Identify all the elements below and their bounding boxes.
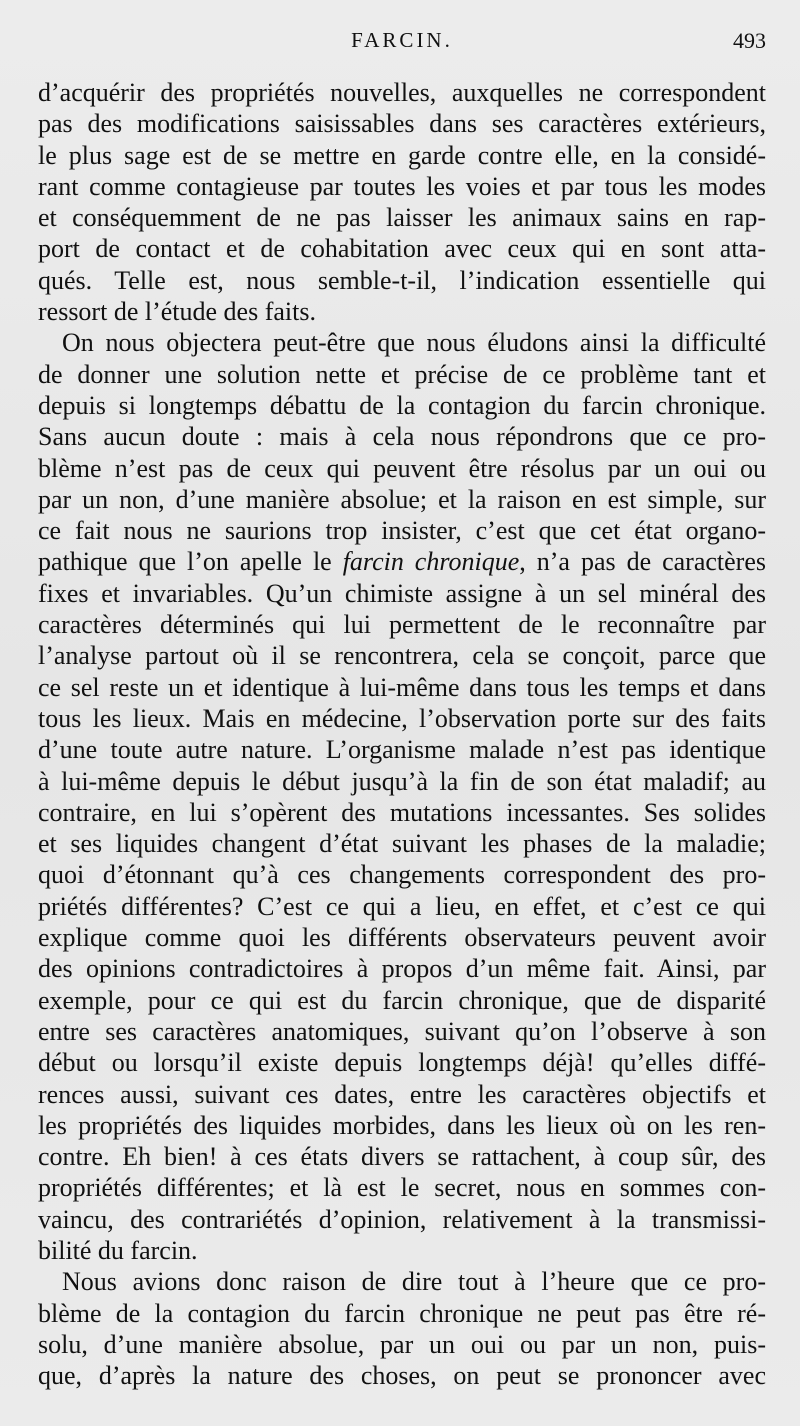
text-line: par un non, d’une manière absolue; et la raison en est simple, sur (38, 484, 766, 514)
text-line: pas des modifications saisissables dans ses caractères extérieurs, (38, 109, 766, 139)
text-line: Nous avions donc raison de dire tout à l’heure que ce pro- (62, 1267, 766, 1297)
text-line: quoi d’étonnant qu’à ces changements correspondent des pro- (38, 860, 766, 890)
text-line: ce sel reste un et identique à lui-même dans tous les temps et dans (38, 672, 766, 702)
text-line: à lui-même depuis le début jusqu’à la fin de son état maladif; au (38, 766, 766, 796)
page-header (38, 28, 766, 62)
text-line: contre. Eh bien! à ces états divers se rattachent, à coup sûr, des (38, 1142, 766, 1172)
text-line: explique comme quoi les différents observateurs peuvent avoir (38, 923, 766, 953)
text-span: , n’a pas de caractères (519, 547, 767, 577)
text-line: des opinions contradictoires à propos d’un même fait. Ainsi, par (38, 954, 766, 984)
text-line: exemple, pour ce qui est du farcin chronique, que de disparité (38, 985, 766, 1015)
text-line: priétés différentes? C’est ce qui a lieu, en effet, et c’est ce qui (38, 891, 766, 921)
italic-term: farcin chronique (342, 547, 520, 577)
text-line: bilité du farcin. (38, 1235, 198, 1265)
text-line: d’acquérir des propriétés nouvelles, auxquelles ne correspondent (38, 78, 766, 107)
text-line: le plus sage est de se mettre en garde contre elle, en la considé- (38, 140, 766, 170)
text-line: de donner une solution nette et précise de ce problème tant et (38, 359, 766, 389)
text-line: vaincu, des contrariétés d’opinion, relativement à la transmissi- (38, 1204, 766, 1234)
running-title: FARCIN. (351, 28, 453, 52)
text-line: caractères déterminés qui lui permettent de le reconnaître par (38, 610, 766, 640)
text-line: tous les lieux. Mais en médecine, l’observation porte sur des faits (38, 703, 766, 733)
text-line: et ses liquides changent d’état suivant les phases de la maladie; (38, 829, 766, 859)
text-line: contraire, en lui s’opèrent des mutations incessantes. Ses solides (38, 797, 766, 827)
text-line: début ou lorsqu’il existe depuis longtemps déjà! qu’elles diffé- (38, 1048, 766, 1078)
text-line: depuis si longtemps débattu de la contagion du farcin chronique. (38, 390, 766, 420)
text-line: blème de la contagion du farcin chronique ne peut pas être ré- (38, 1298, 766, 1328)
text-line-with-italic (38, 546, 766, 577)
page-number: 493 (733, 28, 766, 53)
text-line: rences aussi, suivant ces dates, entre les caractères objectifs et (38, 1079, 766, 1109)
text-line: les propriétés des liquides morbides, dans les lieux où on les ren- (38, 1110, 766, 1140)
text-line: solu, d’une manière absolue, par un oui ou par un non, puis- (38, 1329, 766, 1359)
text-line: que, d’après la nature des choses, on peut se prononcer avec (38, 1361, 766, 1391)
text-span: pathique que l’on apelle le (38, 547, 343, 577)
text-line: entre ses caractères anatomiques, suivant qu’on l’observe à son (38, 1016, 766, 1046)
text-line: On nous objectera peut-être que nous éludons ainsi la difficulté (62, 328, 766, 358)
body-text (38, 77, 766, 1391)
paragraph (38, 1266, 766, 1391)
text-line: et conséquemment de ne pas laisser les animaux sains en rap- (38, 203, 766, 233)
paragraph (38, 77, 766, 327)
text-line: d’une toute autre nature. L’organisme malade n’est pas identique (38, 735, 766, 765)
text-line: rant comme contagieuse par toutes les voies et par tous les modes (38, 171, 766, 201)
text-line: qués. Telle est, nous semble-t-il, l’indication essentielle qui (38, 265, 766, 295)
paragraph (38, 327, 766, 1266)
text-line: l’analyse partout où il se rencontrera, cela se conçoit, parce que (38, 641, 766, 671)
text-line: port de contact et de cohabitation avec ceux qui en sont atta- (38, 234, 766, 264)
text-line: ressort de l’étude des faits. (38, 297, 316, 327)
text-line: fixes et invariables. Qu’un chimiste assigne à un sel minéral des (38, 578, 766, 608)
text-line: propriétés différentes; et là est le secret, nous en sommes con- (38, 1173, 766, 1203)
text-line: ce fait nous ne saurions trop insister, c’est que cet état organo- (38, 516, 766, 546)
text-line: blème n’est pas de ceux qui peuvent être résolus par un oui ou (38, 453, 766, 483)
text-line: Sans aucun doute : mais à cela nous répondrons que ce pro- (38, 422, 766, 452)
